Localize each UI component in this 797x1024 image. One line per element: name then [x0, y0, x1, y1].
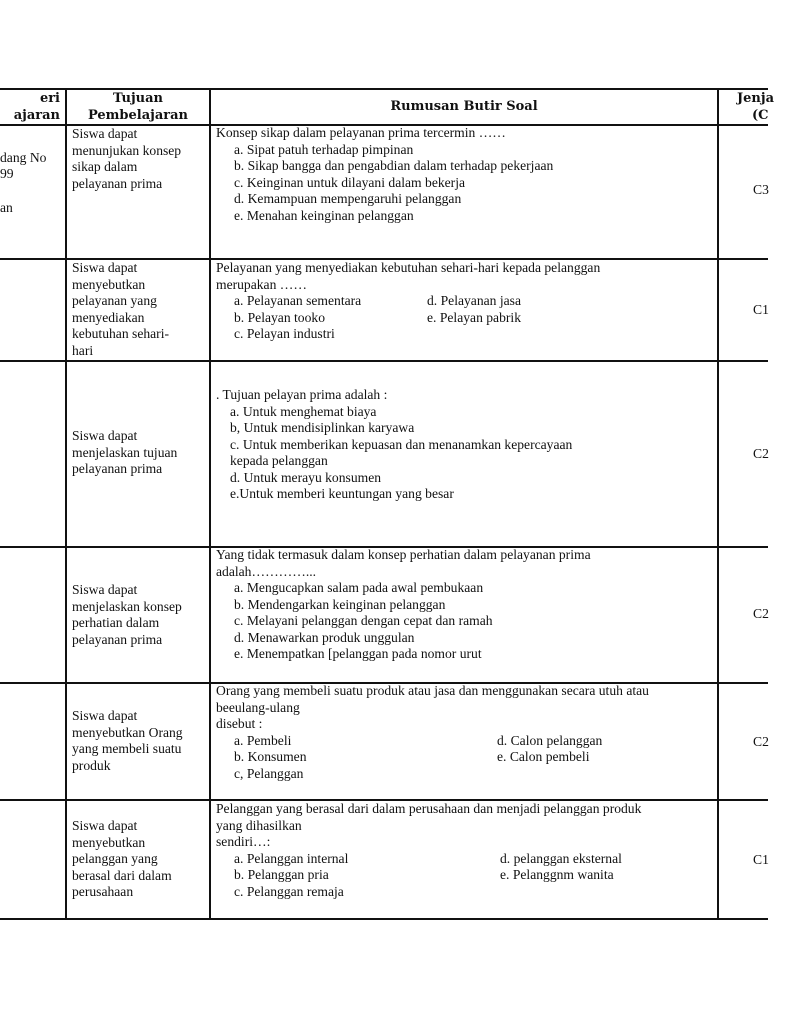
question-text: Pelayanan yang menyediakan kebutuhan sehari-hari kepada pelanggan — [216, 260, 601, 275]
answer-option: e. Pelanggnm wanita — [500, 867, 614, 882]
answer-option: b. Pelanggan pria — [234, 867, 329, 882]
answer-option: d. Calon pelanggan — [497, 732, 603, 748]
objective-text: menyebutkan Orang — [72, 724, 183, 740]
objective-text: produk — [72, 757, 111, 773]
answer-option: b, Untuk mendisiplinkan karyawa — [230, 420, 415, 435]
answer-option: a. Untuk menghemat biaya — [230, 403, 377, 419]
table-column-rule — [717, 88, 719, 920]
table-rule — [0, 918, 768, 920]
objective-text: menyebutkan — [72, 834, 146, 850]
objective-text: pelayanan prima — [72, 631, 163, 647]
cognitive-level: C2 — [753, 734, 769, 749]
question-text: Orang yang membeli suatu produk atau jasa dan menggunakan secara utuh atau — [216, 683, 649, 698]
objective-text: yang membeli suatu — [72, 741, 182, 756]
objective-text: kebutuhan sehari- — [72, 326, 170, 341]
question-text: Konsep sikap dalam pelayanan prima tercermin …… — [216, 125, 506, 140]
header-tujuan-2: Pembelajaran — [87, 108, 189, 123]
answer-option: e. Pelayan pabrik — [427, 309, 521, 325]
question-text: disebut : — [216, 716, 263, 731]
cognitive-level: C2 — [753, 446, 769, 461]
answer-option: b. Pelayan tooko — [234, 309, 325, 325]
answer-option: d. Untuk merayu konsumen — [230, 469, 382, 485]
materi-text: dang No — [0, 150, 47, 165]
objective-text: pelanggan yang — [72, 851, 158, 866]
materi-text: an — [0, 200, 13, 215]
objective-text: Siswa dapat — [72, 260, 138, 275]
question-text: sendiri…: — [216, 834, 271, 849]
answer-option: d. Kemampuan mempengaruhi pelanggan — [234, 191, 462, 206]
answer-option: kepada pelanggan — [230, 453, 328, 468]
table-column-rule — [65, 88, 67, 920]
objective-text: Siswa dapat — [72, 708, 138, 723]
answer-option: a. Mengucapkan salam pada awal pembukaan — [234, 580, 484, 595]
objective-text: Siswa dapat — [72, 126, 138, 141]
objective-text: menyediakan — [72, 309, 145, 325]
table-column-rule — [209, 88, 211, 920]
answer-option: a. Sipat patuh terhadap pimpinan — [234, 141, 414, 157]
cognitive-level: C3 — [753, 182, 769, 197]
question-text: Pelanggan yang berasal dari dalam perusahaan dan menjadi pelanggan produk — [216, 801, 642, 816]
answer-option: d. Menawarkan produk unggulan — [234, 629, 415, 645]
answer-option: e. Menempatkan [pelanggan pada nomor urut — [234, 646, 482, 661]
answer-option: e. Menahan keinginan pelanggan — [234, 207, 414, 223]
question-text: adalah…………... — [216, 563, 317, 579]
answer-option: e. Calon pembeli — [497, 749, 590, 764]
objective-text: perusahaan — [72, 884, 134, 899]
cognitive-level: C1 — [753, 852, 769, 867]
objective-text: Siswa dapat — [72, 428, 138, 443]
objective-text: menjelaskan konsep — [72, 598, 182, 614]
answer-option: c. Melayani pelanggan dengan cepat dan ramah — [234, 613, 493, 628]
answer-option: d. Pelayanan jasa — [427, 293, 521, 308]
objective-text: menunjukan konsep — [72, 142, 182, 158]
answer-option: a. Pembeli — [234, 732, 292, 748]
objective-text: hari — [72, 342, 94, 358]
answer-option: d. pelanggan eksternal — [500, 850, 622, 866]
objective-text: sikap dalam — [72, 159, 138, 174]
answer-option: b. Sikap bangga dan pengabdian dalam terhadap pekerjaan — [234, 158, 554, 173]
objective-text: Siswa dapat — [72, 818, 138, 833]
cognitive-level: C2 — [753, 606, 769, 621]
header-rumusan: Rumusan Butir Soal — [390, 99, 538, 114]
question-text: beeulang-ulang — [216, 699, 300, 715]
answer-option: a. Pelanggan internal — [234, 850, 349, 866]
header-materi-2: ajaran — [13, 108, 60, 123]
header-tujuan: Tujuan — [113, 91, 163, 106]
question-text: Yang tidak termasuk dalam konsep perhatian dalam pelayanan prima — [216, 547, 591, 562]
answer-option: b. Konsumen — [234, 749, 307, 764]
cognitive-level: C1 — [753, 302, 769, 317]
answer-option: e.Untuk memberi keuntungan yang besar — [230, 486, 454, 501]
objective-text: pelayanan yang — [72, 293, 157, 308]
question-text: . Tujuan pelayan prima adalah : — [216, 387, 388, 402]
objective-text: pelayanan prima — [72, 175, 163, 191]
answer-option: c. Keinginan untuk dilayani dalam bekerja — [234, 174, 466, 190]
header-jenjang: Jenja — [737, 91, 775, 106]
answer-option: c. Untuk memberikan kepuasan dan menanamkan kepercayaan — [230, 436, 573, 452]
question-text: yang dihasilkan — [216, 817, 302, 833]
header-jenjang-2: (C — [752, 108, 769, 123]
objective-text: menjelaskan tujuan — [72, 444, 178, 460]
answer-option: c, Pelanggan — [234, 765, 304, 781]
answer-option: c. Pelayan industri — [234, 326, 335, 341]
answer-option: a. Pelayanan sementara — [234, 293, 362, 308]
objective-text: pelayanan prima — [72, 461, 163, 476]
header-materi: eri — [39, 91, 60, 106]
objective-text: Siswa dapat — [72, 582, 138, 597]
objective-text: menyebutkan — [72, 276, 146, 292]
answer-option: c. Pelanggan remaja — [234, 883, 344, 899]
objective-text: berasal dari dalam — [72, 867, 172, 883]
question-text: merupakan …… — [216, 276, 307, 292]
answer-option: b. Mendengarkan keinginan pelanggan — [234, 596, 446, 612]
table-rule — [0, 360, 768, 362]
materi-text: 99 — [0, 166, 14, 181]
objective-text: perhatian dalam — [72, 615, 160, 630]
